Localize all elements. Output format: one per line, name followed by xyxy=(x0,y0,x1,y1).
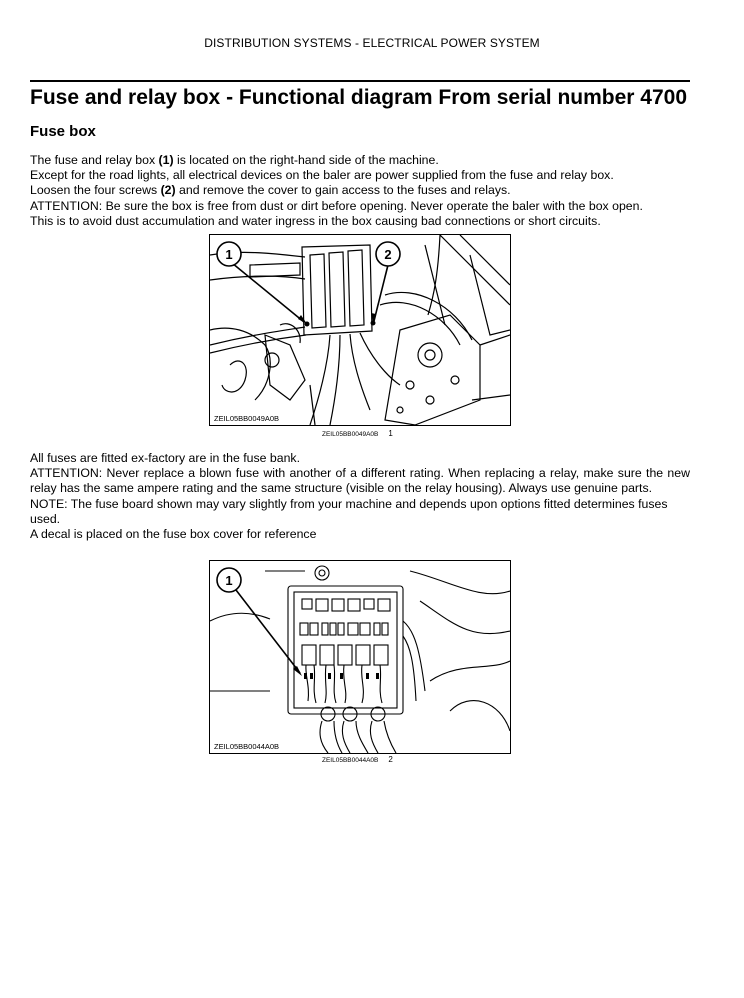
intro-paragraph xyxy=(30,153,690,229)
figure-caption: ZEIL05BB0049A0B 1 xyxy=(322,429,393,438)
fuse-board-illustration xyxy=(210,561,510,753)
figure-code: ZEIL05BB0044A0B xyxy=(214,742,280,751)
notes-paragraph xyxy=(30,451,690,542)
callout-2: 2 xyxy=(384,247,392,262)
intro-line-5: This is to avoid dust accumulation and water ingress in the box causing bad connections or short circuits. xyxy=(30,213,601,228)
fuse-board-note: NOTE: The fuse board shown may vary slightly from your machine and depends upon options fitted determines fuses used. xyxy=(30,496,668,526)
page-header: DISTRIBUTION SYSTEMS - ELECTRICAL POWER SYSTEM xyxy=(204,36,540,50)
intro-line-1: The fuse and relay box (1) is located on the right-hand side of the machine. xyxy=(30,153,439,167)
intro-line-2: Except for the road lights, all electrical devices on the baler are power supplied from the fuse and relay box. xyxy=(30,168,614,183)
section-heading: Fuse box xyxy=(30,123,96,140)
figure-caption: ZEIL05BB0044A0B 2 xyxy=(322,755,393,764)
attention-relay-note: ATTENTION: Never replace a blown fuse with another of a different rating. When replacing a relay, make sure the new relay has the same ampere rating and the same structure (visible on the relay housing). Always use genuine parts. xyxy=(30,466,690,496)
figure-number: 1 xyxy=(388,429,393,438)
decal-note: A decal is placed on the fuse box cover for reference xyxy=(30,527,317,542)
figure-code: ZEIL05BB0049A0B xyxy=(214,414,280,423)
ref-2: (2) xyxy=(160,183,176,198)
ref-1: (1) xyxy=(158,153,174,167)
intro-line-3: Loosen the four screws (2) and remove the cover to gain access to the fuses and relays. xyxy=(30,183,511,198)
fuse-box-location-illustration xyxy=(210,235,510,425)
page-title: Fuse and relay box - Functional diagram From serial number 4700 xyxy=(30,86,688,109)
callout-1: 1 xyxy=(225,247,233,262)
note-line-1: All fuses are fitted ex-factory are in the fuse bank. xyxy=(30,451,300,465)
figure-fuse-board xyxy=(209,560,511,754)
attention-line: ATTENTION: Be sure the box is free from dust or dirt before opening. Never operate the baler with the box open. xyxy=(30,198,643,213)
header-rule xyxy=(30,80,690,82)
figure-number: 2 xyxy=(388,755,393,764)
figure-fuse-relay-box-location xyxy=(209,234,511,426)
callout-1: 1 xyxy=(225,573,233,588)
